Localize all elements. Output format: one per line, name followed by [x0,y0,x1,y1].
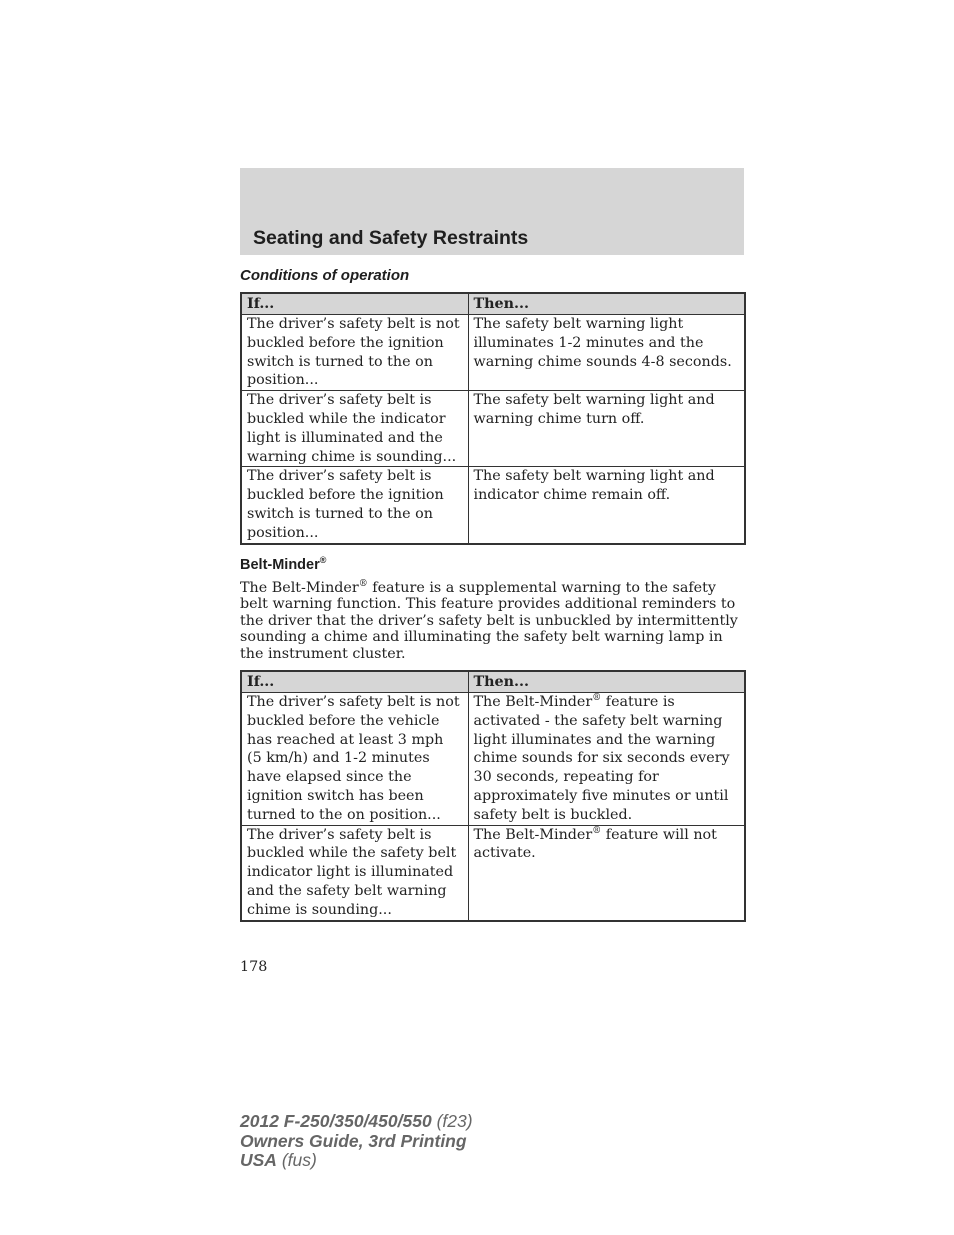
condition-then-cell [468,825,745,920]
registered-mark: ® [319,555,327,565]
belt-minder-heading [240,555,326,573]
table-row [241,693,745,826]
belt-minder-table [240,670,746,922]
footer-model: 2012 F-250/350/450/550 [240,1111,432,1131]
description-text-start: The Belt-Minder [240,580,359,596]
condition-if-cell: The driver’s safety belt is not buckled before the vehicle has reached at least 3 mph (5 km/h) and 1-2 minutes have elapsed since the ignition switch has been turned to the on position... [241,693,468,826]
condition-then-cell [468,693,745,826]
then-text-rest: feature will not activate. [473,826,717,862]
document-footer [240,1112,473,1171]
footer-line-edition: Owners Guide, 3rd Printing [240,1130,467,1151]
then-text-rest: feature is activated - the safety belt warning light illuminates and the warning chime sounds for six seconds every 30 seconds, repeating for approximately five minutes or until safety belt is buckled. [473,694,730,823]
column-header-then: Then... [468,671,745,693]
belt-minder-description [240,580,740,662]
condition-then-cell: The safety belt warning light and indicator chime remain off. [468,467,745,544]
page-number: 178 [240,959,268,975]
then-text-start: The Belt-Minder [473,826,593,843]
table-row [241,315,745,391]
description-text-rest: feature is a supplemental warning to the safety belt warning function. This feature provides additional reminders to the driver that the driver’s safety belt is unbuckled by intermittently sounding a chime and illuminating the safety belt warning lamp in the instrument cluster. [240,580,738,662]
footer-region: USA [240,1150,277,1170]
conditions-table [240,292,746,545]
footer-line-model [240,1112,473,1132]
column-header-if: If... [241,671,468,693]
condition-if-cell: The driver’s safety belt is not buckled before the ignition switch is turned to the on position... [241,315,468,391]
table-header-row [241,293,745,315]
column-header-then: Then... [468,293,745,315]
table-header-row [241,671,745,693]
registered-mark: ® [592,825,602,836]
conditions-heading: Conditions of operation [240,267,410,284]
section-title: Seating and Safety Restraints [253,227,529,249]
condition-if-cell: The driver’s safety belt is buckled before the ignition switch is turned to the on position... [241,467,468,544]
condition-then-cell: The safety belt warning light and warning chime turn off. [468,391,745,467]
footer-model-code: (f23) [431,1111,473,1131]
table-row [241,825,745,920]
registered-mark: ® [592,693,602,704]
footer-region-code: (fus) [276,1150,317,1170]
column-header-if: If... [241,293,468,315]
table-row [241,391,745,467]
registered-mark: ® [358,579,368,590]
table-row [241,467,745,544]
then-text-start: The Belt-Minder [473,694,593,710]
condition-then-cell: The safety belt warning light illuminates 1-2 minutes and the warning chime sounds 4-8 seconds. [468,315,745,391]
footer-line-region [240,1151,473,1171]
condition-if-cell: The driver’s safety belt is buckled while the safety belt indicator light is illuminated and the safety belt warning chime is sounding... [241,825,468,920]
condition-if-cell: The driver’s safety belt is buckled while the indicator light is illuminated and the warning chime is sounding... [241,391,468,467]
belt-minder-heading-text: Belt-Minder [240,556,320,573]
